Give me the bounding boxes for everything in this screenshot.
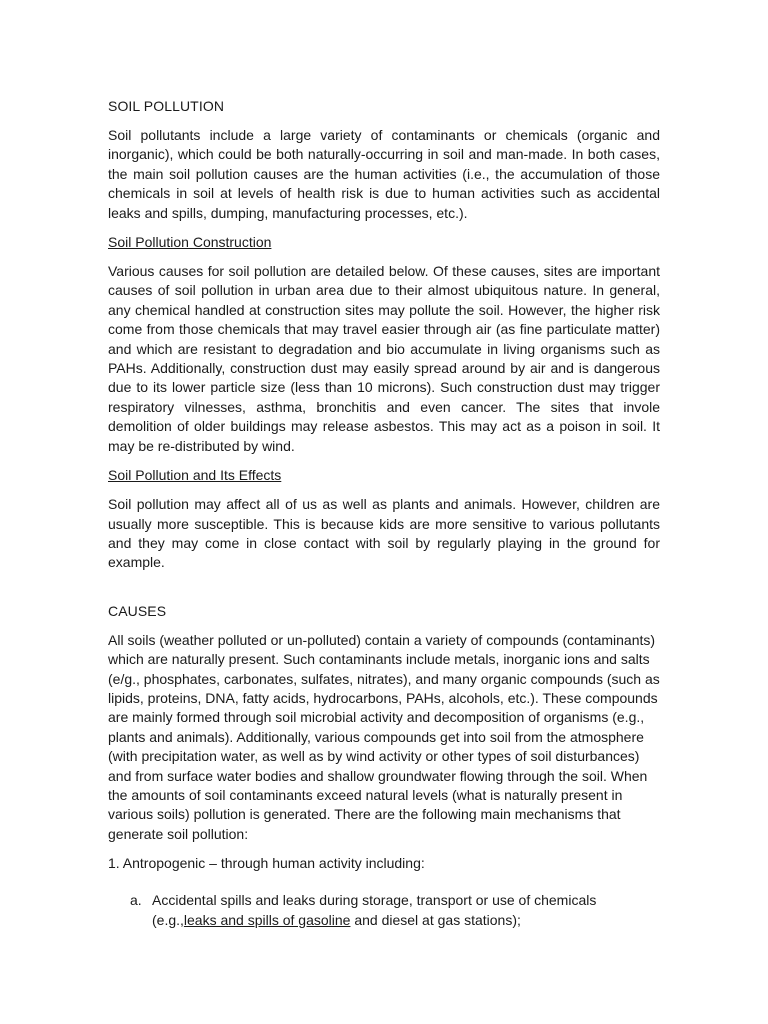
list-text-after: and diesel at gas stations); <box>350 911 521 928</box>
list-item-a <box>108 891 660 930</box>
causes-heading: CAUSES <box>108 602 167 619</box>
causes-paragraph: All soils (weather polluted or un-polluted) contain a variety of compounds (contaminants) which are naturally present. Such contaminants include metals, inorganic ions and salts (e/g., phosphates, carbonates, sulfates, nitrates), and many organic compounds (such as lipids, proteins, DNA, fatty acids, hydrocarbons, PAHs, alcohols, etc.). These compounds are mainly formed through soil microbial activity and decomposition of organisms (e.g., plants and animals). Additionally, various compounds get into soil from the atmosphere (with precipitation water, as well as by wind activity or other types of soil disturbances) and from surface water bodies and shallow groundwater flowing through the soil. When the amounts of soil contaminants exceed natural levels (what is naturally present in various soils) pollution is generated. There are the following main mechanisms that generate soil pollution: <box>108 631 660 842</box>
effects-heading: Soil Pollution and Its Effects <box>108 467 282 484</box>
list-text-before: Accidental spills and leaks during storage, transport or use of chemicals (e.g., <box>152 892 597 928</box>
section-spacer <box>108 583 660 602</box>
effects-paragraph: Soil pollution may affect all of us as well as plants and animals. However, children are usually more susceptible. This is because kids are more sensitive to various pollutants and they may come in close contact with soil by regularly playing in the ground for example. <box>108 496 660 571</box>
list-item-text <box>152 891 660 930</box>
list-intro: 1. Antropogenic – through human activity including: <box>108 855 425 872</box>
intro-paragraph: Soil pollutants include a large variety of contaminants or chemicals (organic and inorganic), which could be both naturally-occurring in soil and man-made. In both cases, the main soil pollution causes are the human activities (i.e., the accumulation of those chemicals in soil at levels of health risk is due to human activities such as accidental leaks and spills, dumping, manufacturing processes, etc.). <box>108 127 660 221</box>
gasoline-link[interactable]: leaks and spills of gasoline <box>183 911 351 928</box>
document-title: SOIL POLLUTION <box>108 98 225 114</box>
construction-heading: Soil Pollution Construction <box>108 234 272 251</box>
construction-paragraph: Various causes for soil pollution are detailed below. Of these causes, sites are important causes of soil pollution in urban area due to their almost ubiquitous nature. In general, any chemical handled at construction sites may pollute the soil. However, the higher risk come from those chemicals that may travel easier through air (as fine particulate matter) and which are resistant to degradation and bio accumulate in living organisms such as PAHs. Additionally, construction dust may easily spread around by air and is dangerous due to its lower particle size (less than 10 microns). Such construction dust may trigger respiratory vilnesses, asthma, bronchitis and even cancer. The sites that involе demolition of older buildings may release asbestos. This may act as a poison in soil. It may be re-distributed by wind. <box>108 263 660 454</box>
list-marker: a. <box>130 892 142 909</box>
